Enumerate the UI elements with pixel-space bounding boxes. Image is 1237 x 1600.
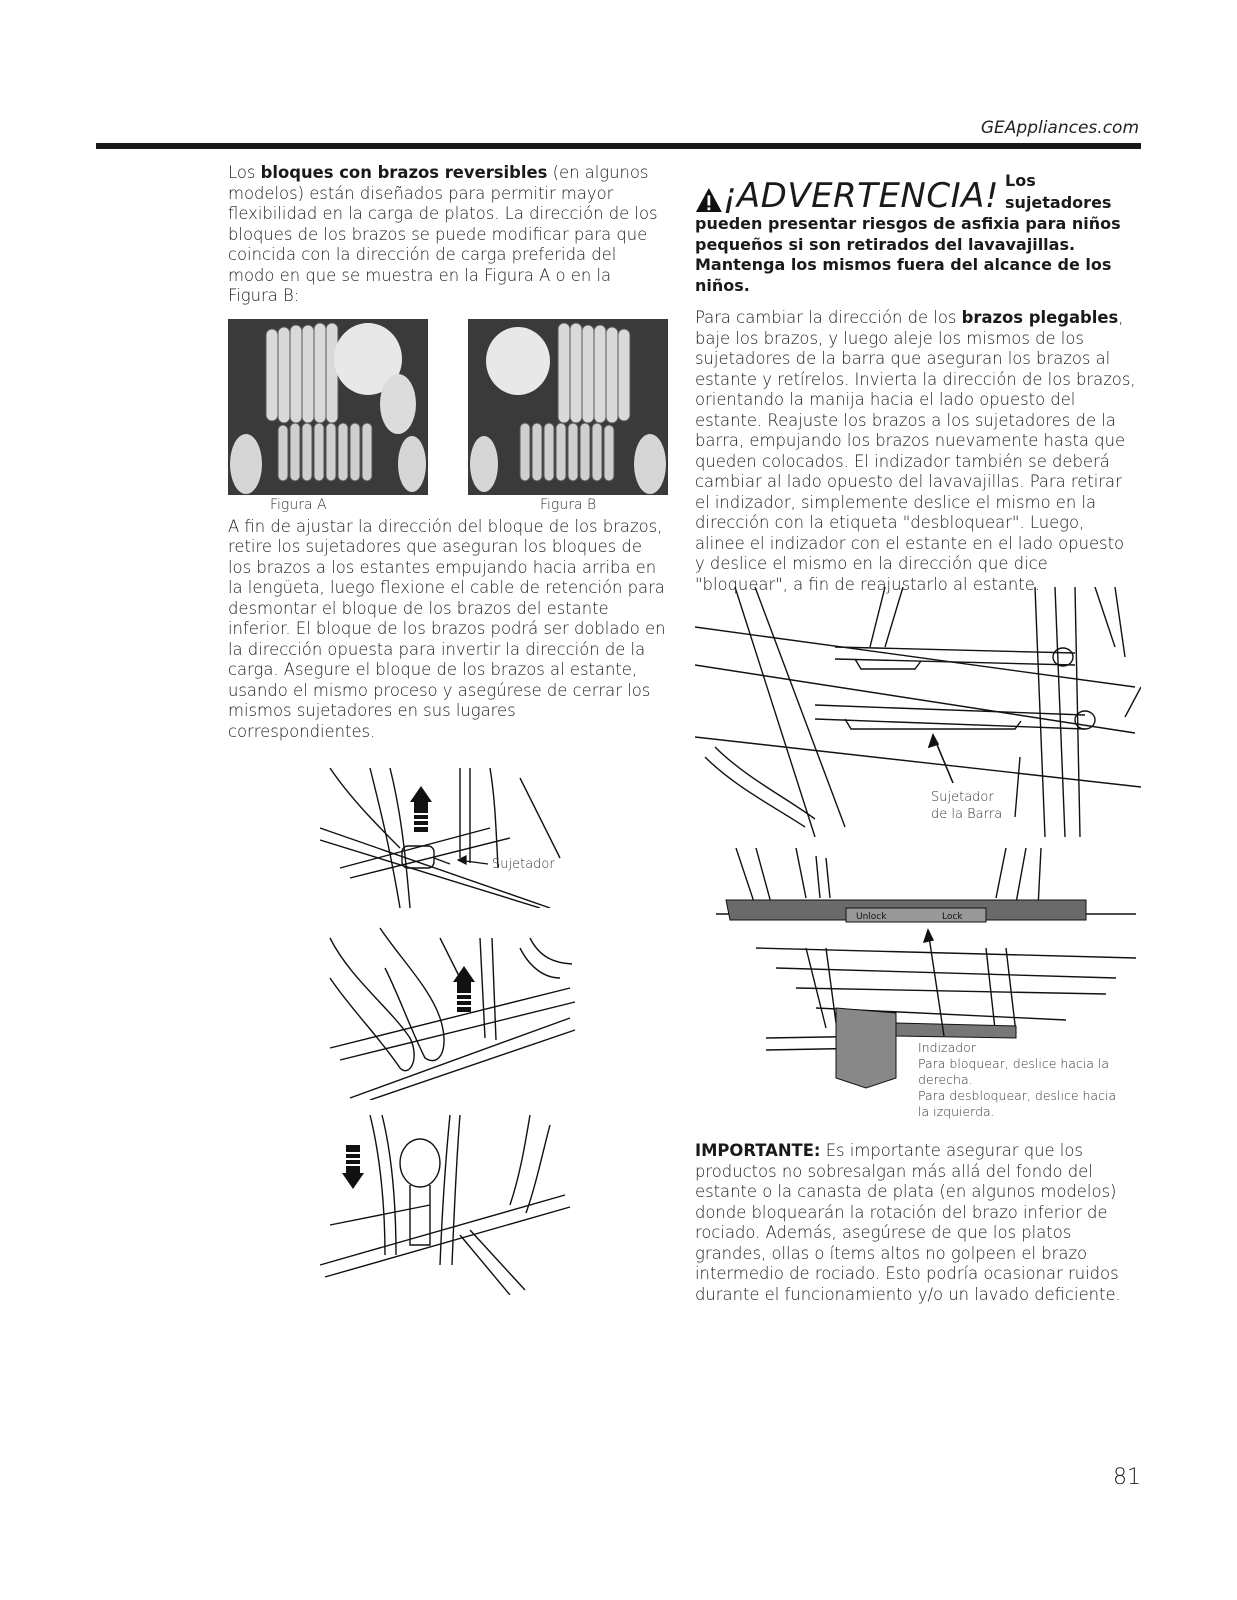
site-url: GEAppliances.com <box>980 118 1139 138</box>
intro-paragraph: Los bloques con brazos reversibles (en algunos modelos) están diseñados para permitir mayor flexibilidad en la carga de platos. La dirección de los bloques de los brazos se puede modificar para que coincida con la dirección de carga preferida del modo en que se muestra en la Figura A o en la Figura B: <box>228 163 658 305</box>
figure-b-caption: Figura B <box>540 496 597 513</box>
fold-tines-paragraph: Para cambiar la dirección de los brazos plegables, baje los brazos, y luego aleje los mismos de los sujetadores de la barra que aseguran los brazos al estante y retírelos. Invierta la dirección de los brazos, orientando la manija hacia el lado opuesto del estante. Reajuste los brazos a los sujetadores de la barra, empujando los brazos nuevamente hasta que queden colocados. El indizador también se deberá cambiar al lado opuesto del lavavajillas. Para retirar el indizador, simplemente deslice el mismo en la dirección con la etiqueta "desbloquear". Luego, alinee el indizador con el estante en el lado opuesto y deslice el mismo en la dirección que dice "bloquear", a fin de reajustarlo al estante. <box>695 308 1136 594</box>
instructions-paragraph: A fin de ajustar la dirección del bloque de los brazos, retire los sujetadores que aseguran los bloques de los brazos a los estantes empujando hacia arriba en la lengüeta, luego flexione el cable de retención para desmontar el bloque de los brazos del estante inferior. El bloque de los brazos podrá ser doblado en la dirección opuesta para invertir la dirección de la carga. Asegure el bloque de los brazos al estante, usando el mismo proceso y asegúrese de cerrar los mismos sujetadores en sus lugares correspondientes. <box>228 516 666 741</box>
page-number: 81 <box>1113 1465 1141 1490</box>
figure-photos <box>228 319 666 495</box>
header-rule <box>96 143 1141 149</box>
warning-body: pueden presentar riesgos de asfixia para niños pequeños si son retirados del lavavajillas. Mantenga los mismos fuera del alcance de los niños. <box>695 214 1121 295</box>
lock-label: Lock <box>942 912 963 922</box>
lock-hint-line-1: Para bloquear, deslice hacia la <box>918 1056 1110 1071</box>
important-note <box>695 1141 1137 1305</box>
bar-clip-illustration <box>695 587 1141 837</box>
indexer-label: Indizador <box>918 1040 976 1055</box>
important-text: Es importante asegurar que los productos no sobresalgan más allá del fondo del estante o la canasta de plata (en algunos modelos) donde bloquearán la rotación del brazo inferior de rociado. Además, asegúrese de que los platos grandes, ollas o ítems altos no golpeen el brazo intermedio de rociado. Esto podría ocasionar ruidos durante el funcionamiento y/o un lavado deficiente. <box>695 1141 1121 1304</box>
important-label: IMPORTANTE: <box>695 1141 821 1160</box>
figure-a-photo <box>228 319 428 495</box>
clip-release-illustration <box>310 768 580 908</box>
clip-label: Sujetador <box>492 857 555 872</box>
right-column <box>695 170 1137 595</box>
unlock-hint-line-1: Para desbloquear, deslice hacia <box>918 1088 1117 1103</box>
clip-flex-illustration <box>310 918 580 1100</box>
lock-hint-line-2: derecha. <box>918 1072 973 1087</box>
warning-title: ¡ADVERTENCIA! <box>722 176 1000 216</box>
unlock-hint-line-2: la izquierda. <box>918 1104 995 1119</box>
figure-b-photo <box>468 319 668 495</box>
left-column <box>228 163 666 742</box>
warning-lead: Los sujetadores <box>1005 171 1112 212</box>
figure-a-caption: Figura A <box>270 496 327 513</box>
bar-clip-label-1: Sujetador <box>931 790 994 805</box>
figure-captions <box>228 495 666 517</box>
bar-clip-label-2: de la Barra <box>931 807 1003 822</box>
warning-triangle-icon <box>695 186 723 214</box>
unlock-label: Unlock <box>856 912 887 922</box>
warning-heading <box>695 170 1137 214</box>
indexer-illustration <box>716 848 1136 1128</box>
clip-secure-illustration <box>310 1105 580 1295</box>
